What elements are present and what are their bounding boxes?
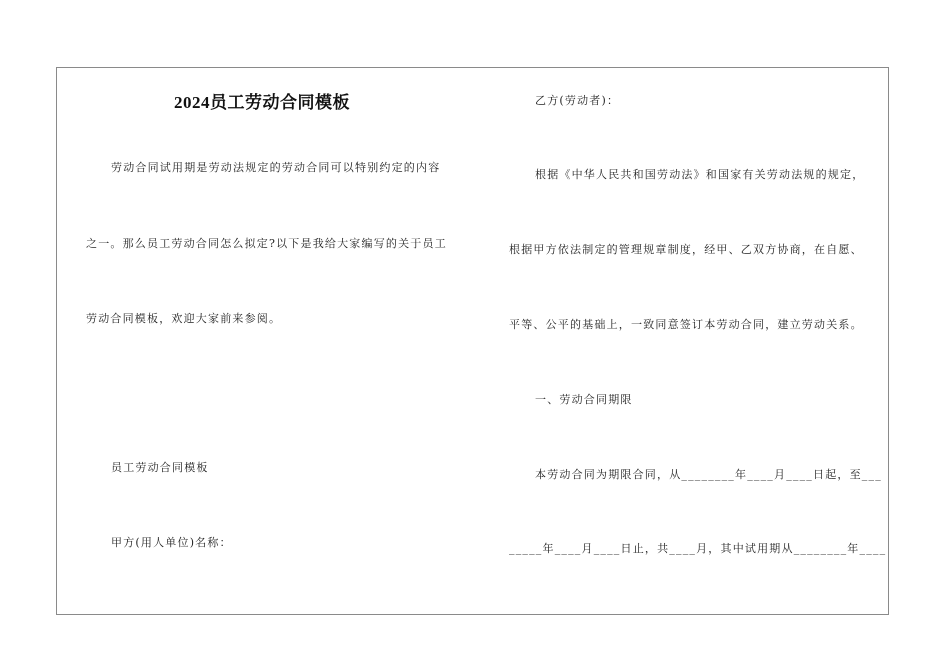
clause-heading: 一、劳动合同期限 <box>535 393 633 406</box>
term-line-1: 本劳动合同为期限合同，从________年____月____日起，至___ <box>535 468 882 481</box>
party-b-label: 乙方(劳动者)： <box>535 94 620 107</box>
party-a-label: 甲方(用人单位)名称： <box>111 536 232 549</box>
basis-line-1: 根据《中华人民共和国劳动法》和国家有关劳动法规的规定， <box>535 168 865 181</box>
term-line-2: _____年____月____日止，共____月，其中试用期从________年____ <box>509 542 887 555</box>
basis-line-3: 平等、公平的基础上，一致同意签订本劳动合同，建立劳动关系。 <box>509 318 863 331</box>
page-frame <box>56 67 889 615</box>
intro-line-1: 劳动合同试用期是劳动法规定的劳动合同可以特别约定的内容 <box>111 161 441 174</box>
section-heading: 员工劳动合同模板 <box>111 461 209 474</box>
document-title: 2024员工劳动合同模板 <box>174 93 350 112</box>
intro-line-2: 之一。那么员工劳动合同怎么拟定?以下是我给大家编写的关于员工 <box>86 237 447 250</box>
intro-line-3: 劳动合同模板，欢迎大家前来参阅。 <box>86 312 282 325</box>
basis-line-2: 根据甲方依法制定的管理规章制度，经甲、乙双方协商，在自愿、 <box>509 243 863 256</box>
